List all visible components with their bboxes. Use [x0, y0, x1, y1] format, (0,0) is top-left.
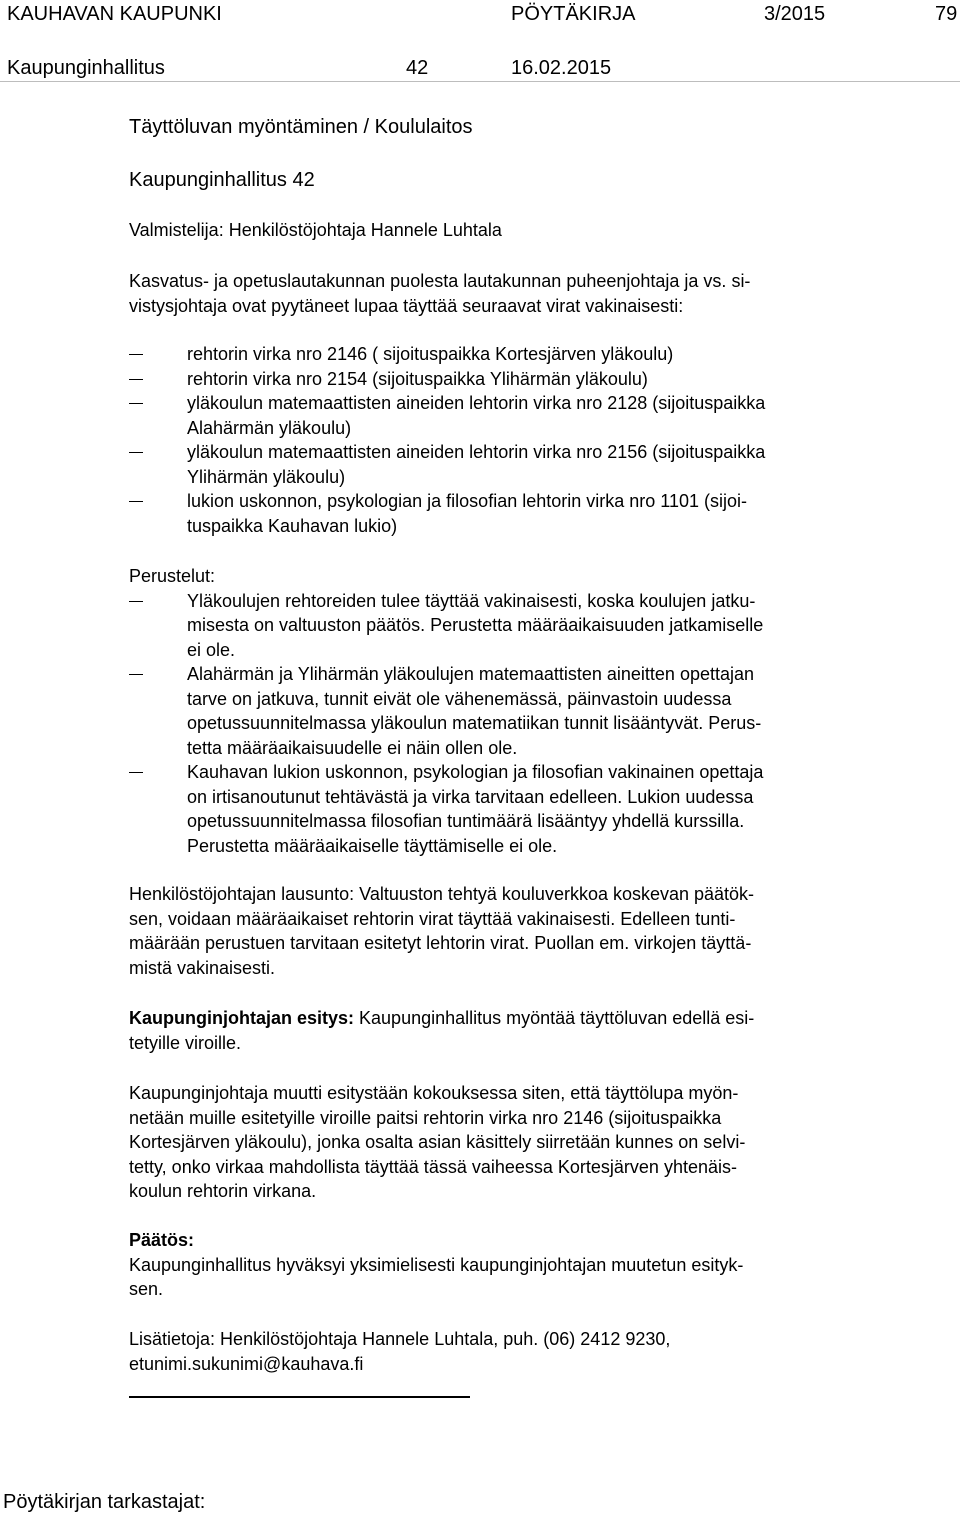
list-item-text: Kauhavan lukion uskonnon, psykologian ja filosofian vakinainen opettaja: [187, 762, 764, 782]
list-item: [129, 589, 944, 663]
verifiers-label: Pöytäkirjan tarkastajat:: [3, 1491, 206, 1513]
statement-line: Henkilöstöjohtajan lausunto: Valtuuston tehtyä kouluverkkoa koskevan päätök-: [129, 884, 755, 904]
amendment-line: koulun rehtorin virkana.: [129, 1181, 317, 1201]
dash-bullet-icon: [129, 601, 143, 602]
list-item-text: tuspaikka Kauhavan lukio): [187, 515, 398, 536]
statement-line: sen, voidaan määräaikaiset rehtorin virat täyttää vakinaisesti. Edelleen tunti-: [129, 908, 736, 929]
contact-line: Lisätietoja: Henkilöstöjohtaja Hannele Luhtala, puh. (06) 2412 9230,: [129, 1329, 671, 1349]
contact-info: [129, 1327, 944, 1376]
amendment-line: tetty, onko virkaa mahdollista täyttää tässä vaiheessa Kortesjärven yhtenäis-: [129, 1156, 737, 1177]
dash-bullet-icon: [129, 674, 143, 675]
amendment-paragraph: [129, 1081, 944, 1204]
list-item-text: ei ole.: [187, 639, 236, 660]
dash-bullet-icon: [129, 772, 143, 773]
preparer: Valmistelija: Henkilöstöjohtaja Hannele Luhtala: [129, 220, 502, 240]
page-number: 79: [935, 3, 958, 25]
list-item-text: opetussuunnitelmassa filosofian tuntimäärä lisääntyy yhdellä kurssilla.: [187, 811, 745, 831]
proposal-text: Kaupunginhallitus myöntää täyttöluvan edellä esi-: [354, 1008, 755, 1028]
list-item: [129, 367, 944, 392]
intro-paragraph: [129, 269, 944, 318]
list-item-text: on irtisanoutunut tehtävästä ja virka tarvitaan edelleen. Lukion uudessa: [187, 786, 754, 807]
list-item-text: tarve on jatkuva, tunnit eivät ole vähenemässä, päinvastoin uudessa: [187, 688, 732, 709]
list-item-text: yläkoulun matemaattisten aineiden lehtorin virka nro 2156 (sijoituspaikka: [187, 442, 766, 462]
proposal-line: [129, 1006, 944, 1031]
list-item: [129, 760, 944, 858]
list-item-text: Yläkoulujen rehtoreiden tulee täyttää vakinaisesti, koska koulujen jatku-: [187, 590, 756, 611]
decision-line: Kaupunginhallitus hyväksyi yksimielisesti kaupunginjohtajan muutetun esityk-: [129, 1254, 744, 1275]
decision-line: sen.: [129, 1279, 164, 1299]
decision-section: [129, 1228, 944, 1302]
list-item-text: tetta määräaikaisuudelle ei näin ollen ole.: [187, 737, 518, 758]
list-item: [129, 342, 944, 367]
list-item-text: Alahärmän ja Ylihärmän yläkoulujen matemaattisten aineitten opettajan: [187, 664, 755, 684]
dash-bullet-icon: [129, 452, 143, 453]
page-title: Täyttöluvan myöntäminen / Koululaitos: [129, 116, 473, 138]
grounds-label: Perustelut:: [129, 566, 216, 586]
proposal-label: Kaupunginjohtajan esitys:: [129, 1008, 355, 1028]
meeting-date: 16.02.2015: [511, 57, 612, 79]
list-item-text: misesta on valtuuston päätös. Perustetta määräaikaisuuden jatkamiselle: [187, 615, 764, 635]
grounds-section: [129, 564, 944, 858]
positions-list: [129, 342, 944, 538]
org-name: KAUHAVAN KAUPUNKI: [7, 3, 222, 25]
hr-statement: [129, 882, 944, 980]
list-item-text: rehtorin virka nro 2146 ( sijoituspaikka Kortesjärven yläkoulu): [187, 344, 674, 364]
body-name: Kaupunginhallitus: [7, 57, 165, 79]
dash-bullet-icon: [129, 403, 143, 404]
dash-bullet-icon: [129, 501, 143, 502]
list-item: [129, 489, 944, 538]
list-item: [129, 391, 944, 440]
intro-line: vistysjohtaja ovat pyytäneet lupaa täyttää seuraavat virat vakinaisesti:: [129, 295, 684, 316]
dash-bullet-icon: [129, 354, 143, 355]
signature-divider: [129, 1396, 470, 1398]
list-item: [129, 440, 944, 489]
doc-number: 3/2015: [764, 3, 826, 25]
list-item: [129, 662, 944, 760]
list-item-text: Alahärmän yläkoulu): [187, 417, 352, 438]
section-number: 42: [406, 57, 429, 79]
statement-line: määrään perustuen tarvitaan esitetyt lehtorin virat. Puollan em. virkojen täyttä-: [129, 933, 752, 953]
intro-line: Kasvatus- ja opetuslautakunnan puolesta lautakunnan puheenjohtaja ja vs. si-: [129, 271, 751, 291]
decision-label: Päätös:: [129, 1230, 195, 1250]
amendment-line: netään muille esitetyille viroille paitsi rehtorin virka nro 2146 (sijoituspaikka: [129, 1107, 722, 1128]
proposal-text: tetyille viroille.: [129, 1032, 242, 1053]
section-subtitle: Kaupunginhallitus 42: [129, 169, 315, 191]
amendment-line: Kortesjärven yläkoulu), jonka osalta asian käsittely siirretään kunnes on selvi-: [129, 1132, 746, 1152]
list-item-text: Ylihärmän yläkoulu): [187, 466, 346, 487]
amendment-line: Kaupunginjohtaja muutti esitystään kokouksessa siten, että täyttölupa myön-: [129, 1083, 739, 1103]
statement-line: mistä vakinaisesti.: [129, 957, 276, 978]
list-item-text: yläkoulun matemaattisten aineiden lehtorin virka nro 2128 (sijoituspaikka: [187, 393, 766, 413]
list-item-text: lukion uskonnon, psykologian ja filosofian lehtorin virka nro 1101 (sijoi-: [187, 491, 747, 511]
mayor-proposal: [129, 1006, 944, 1055]
list-item-text: rehtorin virka nro 2154 (sijoituspaikka Ylihärmän yläkoulu): [187, 368, 648, 389]
list-item-text: opetussuunnitelmassa yläkoulun matematiikan tunnit lisääntyvät. Perus-: [187, 713, 762, 733]
list-item-text: Perustetta määräaikaiselle täyttämiselle ei ole.: [187, 835, 558, 856]
contact-email: etunimi.sukunimi@kauhava.fi: [129, 1353, 364, 1374]
dash-bullet-icon: [129, 379, 143, 380]
doc-type: PÖYTÄKIRJA: [511, 3, 636, 25]
header-rule: [0, 81, 960, 82]
